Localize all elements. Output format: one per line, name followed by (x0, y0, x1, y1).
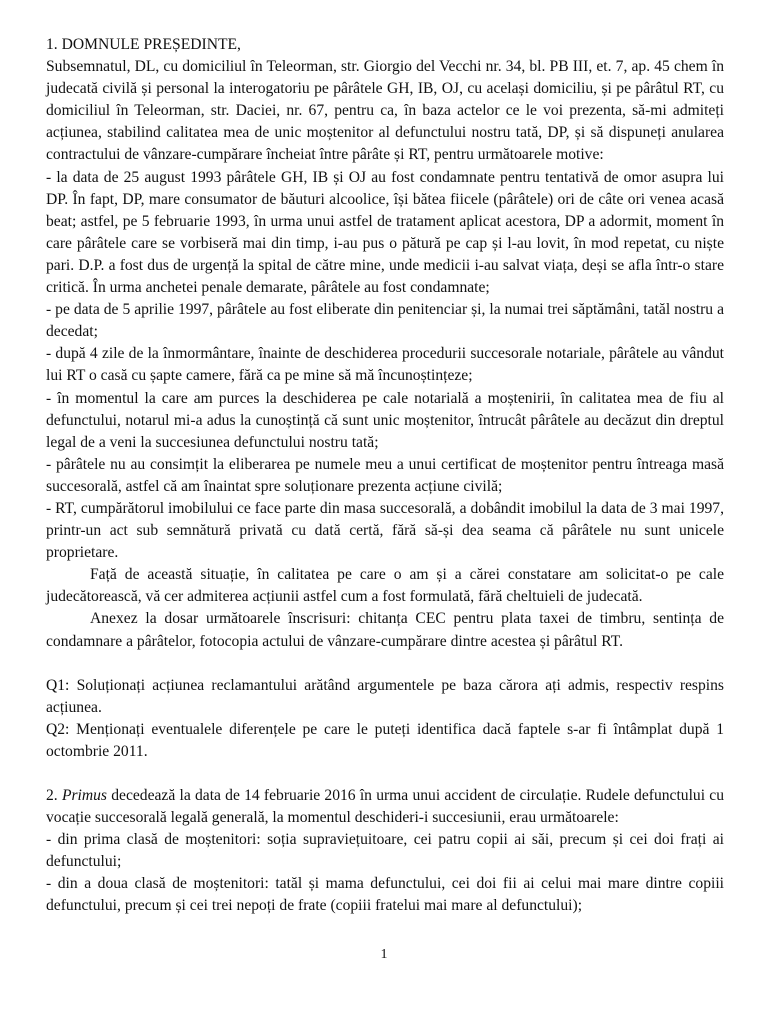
motive-item: - RT, cumpărătorul imobilului ce face parte din masa succesorală, a dobândit imobilul la data de 3 mai 1997, printr-un act sub semnătură privată cu dată certă, fără să-și dea seama că pârâtele nu sunt unicele proprietare. (46, 499, 724, 562)
motive-item: - în momentul la care am purces la deschiderea pe cale notarială a moștenirii, în calitatea mea de fiu al defunctului, notarul mi-a adus la cunoștință că sunt unic moștenitor, întrucât pârâtele au decăzut din dreptul legal de a veni la succesiunea defunctului nostru tată; (46, 389, 724, 451)
motive-item: - la data de 25 august 1993 pârâtele GH, IB și OJ au fost condamnate pentru tentativă de omor asupra lui DP. În fapt, DP, mare consumator de băuturi alcoolice, își bătea fiicele (pârâtele) ori de câte ori venea acasă beat; astfel, pe 5 februarie 1993, în urma unui astfel de tratament aplicat acestora, DP a adormit, moment în care pârâtele care se vorbiseră mai din timp, i-au pus o pătură pe cap și l-au lovit, în mod repetat, cu niște pari. D.P. a fost dus de urgență la spital de către mine, unde medicii i-au salvat viața, deși se afla într-o stare critică. În urma anchetei penale demarate, pârâtele au fost condamnate; (46, 168, 724, 297)
problem-2-intro (46, 785, 724, 829)
motive-item: - după 4 zile de la înmormântare, înainte de deschiderea procedurii succesorale notariale, pârâtele au vândut lui RT o casă cu șapte camere, fără ca pe mine să mă încunoștințeze; (46, 345, 724, 385)
question-1: Q1: Soluționați acțiunea reclamantului arătând argumentele pe baza cărora ați admis, respectiv respins acțiunea. (46, 676, 724, 716)
problem-2-number: 2. (46, 787, 58, 804)
question-2: Q2: Menționați eventualele diferențele pe care le puteți identifica dacă faptele s-ar fi întâmplat după 1 octombrie 2011. (46, 720, 724, 760)
problem-1-intro: Subsemnatul, DL, cu domiciliul în Teleorman, str. Giorgio del Vecchi nr. 34, bl. PB III, et. 7, ap. 45 chem în judecată civilă și personal la interogatoriu pe pârâtele GH, IB, OJ, cu același domiciliu, și pe pârâtul RT, cu domiciliul în Teleorman, str. Daciei, nr. 67, pentru ca, în baza actelor ce le voi prezenta, să-mi admiteți acțiunea, stabilind calitatea mea de unic moștenitor al defunctului nostru tată, DP, și să dispuneți anularea contractului de vânzare-cumpărare încheiat între pârâte și RT, pentru următoarele motive: (46, 58, 724, 164)
document-page (46, 34, 724, 918)
heir-class-item: - din prima clasă de moștenitori: soția supraviețuitoare, cei patru copii ai săi, precum și cei doi frați ai defunctului; (46, 831, 724, 871)
annex-list: Anexez la dosar următoarele înscrisuri: chitanța CEC pentru plata taxei de timbru, sentința de condamnare a pârâtelor, fotocopia actului de vânzare-cumpărare dintre acestea și pârâtul RT. (46, 610, 724, 650)
motive-item: - pârâtele nu au consimțit la eliberarea pe numele meu a unui certificat de moștenitor pentru întreaga masă succesorală, astfel că am înaintat spre soluționare prezenta acțiune civilă; (46, 455, 724, 495)
problem-2-intro-text: decedează la data de 14 februarie 2016 în urma unui accident de circulație. Rudele defunctului cu vocație succesorală legală generală, la momentul deschideri-i succesiunii, erau următoarele: (46, 787, 724, 827)
page-number: 1 (380, 947, 388, 962)
heir-class-item: - din a doua clasă de moștenitori: tatăl și mama defunctului, cei doi fii ai celui mai mare dintre copiii defunctului, precum și cei trei nepoți de frate (copiii fratelui mai mare al defunctului); (46, 875, 724, 915)
problem-2-name: Primus (61, 787, 107, 804)
problem-1-heading: 1. DOMNULE PREȘEDINTE, (46, 36, 241, 53)
closing-request: Față de această situație, în calitatea pe care o am și a cărei constatare am solicitat-o pe cale judecătorească, vă cer admiterea acțiunii astfel cum a fost formulată, fără cheltuieli de judecată. (46, 566, 724, 606)
motive-item: - pe data de 5 aprilie 1997, pârâtele au fost eliberate din penitenciar și, la numai trei săptămâni, tatăl nostru a decedat; (46, 301, 724, 341)
